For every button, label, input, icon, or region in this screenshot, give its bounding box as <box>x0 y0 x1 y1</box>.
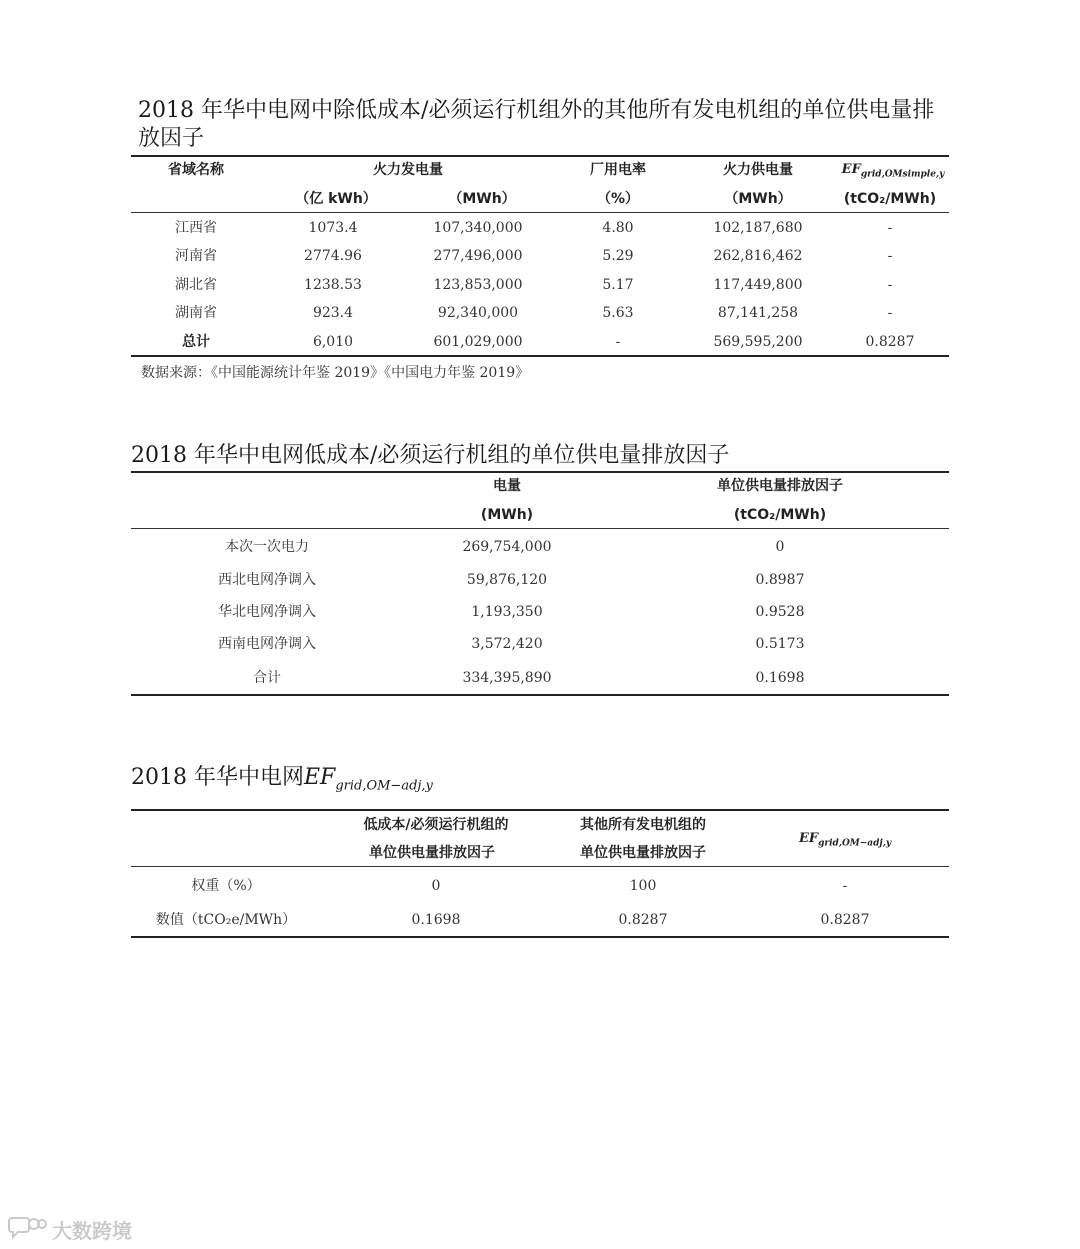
t1-gen-100m: 1073.4 <box>308 220 358 236</box>
t1-header-ef-unit: (tCO₂/MWh) <box>843 191 937 207</box>
t1-rate: 5.17 <box>602 277 634 293</box>
t2-label: 本次一次电力 <box>225 539 309 555</box>
table3-top-rule <box>131 809 949 811</box>
t1-gen-mwh: 123,853,000 <box>433 277 523 293</box>
t1-ef-main: EF <box>841 162 861 177</box>
t1-ef: - <box>887 220 893 236</box>
t2-label: 合计 <box>253 670 281 686</box>
t1-gen-mwh: 107,340,000 <box>433 220 523 236</box>
table2-top-rule <box>131 471 949 473</box>
t3-label: 数值（tCO₂e/MWh） <box>155 912 297 928</box>
t1-total-rate: - <box>615 334 621 350</box>
t1-header-province: 省域名称 <box>168 162 224 178</box>
t3-header-col2-line2: 单位供电量排放因子 <box>580 845 706 861</box>
t1-gen-100m: 1238.53 <box>304 277 362 293</box>
t1-province: 湖北省 <box>175 277 217 293</box>
t2-energy: 269,754,000 <box>462 539 552 555</box>
t1-supply: 262,816,462 <box>713 248 803 264</box>
t2-ef: 0.9528 <box>755 604 805 620</box>
t3-header-col2-line1: 其他所有发电机组的 <box>580 817 706 833</box>
chat-bubble-icon <box>8 1214 52 1245</box>
t1-header-supply: 火力供电量 <box>723 162 793 178</box>
t1-header-supply-unit: （MWh） <box>724 191 792 207</box>
table1-bottom-rule <box>131 355 949 357</box>
source-note: 数据来源：《中国能源统计年鉴 2019》《中国电力年鉴 2019》 <box>141 365 530 381</box>
t1-header-rate-unit: （%） <box>596 191 640 207</box>
t3-header-col1-line1: 低成本/必须运行机组的 <box>363 817 509 833</box>
t1-header-unit-mwh: （MWh） <box>448 191 516 207</box>
t1-total-gen-100m: 6,010 <box>312 334 354 350</box>
t3-c2: 100 <box>629 878 657 894</box>
t2-ef: 0.5173 <box>755 636 805 652</box>
t1-total-label: 总计 <box>182 334 210 350</box>
t3-c1: 0.1698 <box>411 912 461 928</box>
t1-ef: - <box>887 248 893 264</box>
t1-rate: 4.80 <box>602 220 634 236</box>
t2-header-energy: 电量 <box>493 478 521 494</box>
t1-supply: 87,141,258 <box>717 305 799 321</box>
table3-title <box>131 764 433 800</box>
t1-province: 江西省 <box>175 220 217 236</box>
t1-header-unit-100m: （亿 kWh） <box>295 191 377 207</box>
t3-title-prefix: 2018 年华中电网 <box>131 765 304 790</box>
table2-header-rule <box>131 528 949 529</box>
t2-ef: 0.1698 <box>755 670 805 686</box>
t3-c3: 0.8287 <box>820 912 870 928</box>
t2-energy: 59,876,120 <box>466 572 548 588</box>
table1-title: 2018 年华中电网中除低成本/必须运行机组外的其他所有发电机组的单位供电量排放因子 <box>138 98 935 151</box>
t1-gen-100m: 2774.96 <box>304 248 362 264</box>
t2-header-energy-unit: (MWh) <box>480 507 534 523</box>
table1-header-rule <box>131 212 949 213</box>
t2-header-ef-unit: (tCO₂/MWh) <box>733 507 827 523</box>
t1-gen-mwh: 92,340,000 <box>437 305 519 321</box>
table3-bottom-rule <box>131 936 949 938</box>
table1-top-rule <box>131 155 949 157</box>
t1-ef-sub: grid,OMsimple,y <box>860 169 945 180</box>
t1-rate: 5.63 <box>602 305 634 321</box>
t1-province: 河南省 <box>175 248 217 264</box>
t1-supply: 102,187,680 <box>713 220 803 236</box>
t3-c1: 0 <box>431 878 441 894</box>
t1-ef: - <box>887 305 893 321</box>
t1-ef: - <box>887 277 893 293</box>
t1-rate: 5.29 <box>602 248 634 264</box>
t1-total-gen-mwh: 601,029,000 <box>433 334 523 350</box>
t1-header-plant-rate: 厂用电率 <box>590 162 646 178</box>
t2-energy: 334,395,890 <box>462 670 552 686</box>
t3-label: 权重（%） <box>191 878 261 894</box>
t1-total-supply: 569,595,200 <box>713 334 803 350</box>
t3-title-ef <box>303 765 433 794</box>
t1-gen-100m: 923.4 <box>312 305 354 321</box>
t1-total-ef: 0.8287 <box>865 334 915 350</box>
t3-ef-sub: grid,OM−adj,y <box>818 838 892 849</box>
t2-label: 西南电网净调入 <box>218 636 316 652</box>
t3-c3: - <box>842 878 848 894</box>
t1-header-thermal-gen: 火力发电量 <box>373 162 443 178</box>
table2-title: 2018 年华中电网低成本/必须运行机组的单位供电量排放因子 <box>131 443 730 468</box>
t3-title-ef-sub: grid,OM−adj,y <box>335 778 433 794</box>
t1-supply: 117,449,800 <box>713 277 803 293</box>
t1-header-ef <box>842 160 945 185</box>
t3-ef-main: EF <box>798 831 819 846</box>
t1-gen-mwh: 277,496,000 <box>433 248 523 264</box>
t2-header-ef: 单位供电量排放因子 <box>717 478 843 494</box>
t2-ef: 0 <box>775 539 785 555</box>
t2-label: 华北电网净调入 <box>218 604 316 620</box>
t2-energy: 3,572,420 <box>471 636 543 652</box>
t1-province: 湖南省 <box>175 305 217 321</box>
watermark <box>8 1214 132 1245</box>
t3-title-ef-main: EF <box>303 765 336 790</box>
t2-energy: 1,193,350 <box>471 604 543 620</box>
t3-header-ef <box>799 829 891 854</box>
t3-header-col1-line2: 单位供电量排放因子 <box>369 845 495 861</box>
table3-header-rule <box>131 866 949 867</box>
watermark-text: 大数跨境 <box>52 1219 132 1243</box>
table2-bottom-rule <box>131 694 949 696</box>
t2-label: 西北电网净调入 <box>218 572 316 588</box>
t2-ef: 0.8987 <box>755 572 805 588</box>
t3-c2: 0.8287 <box>618 912 668 928</box>
